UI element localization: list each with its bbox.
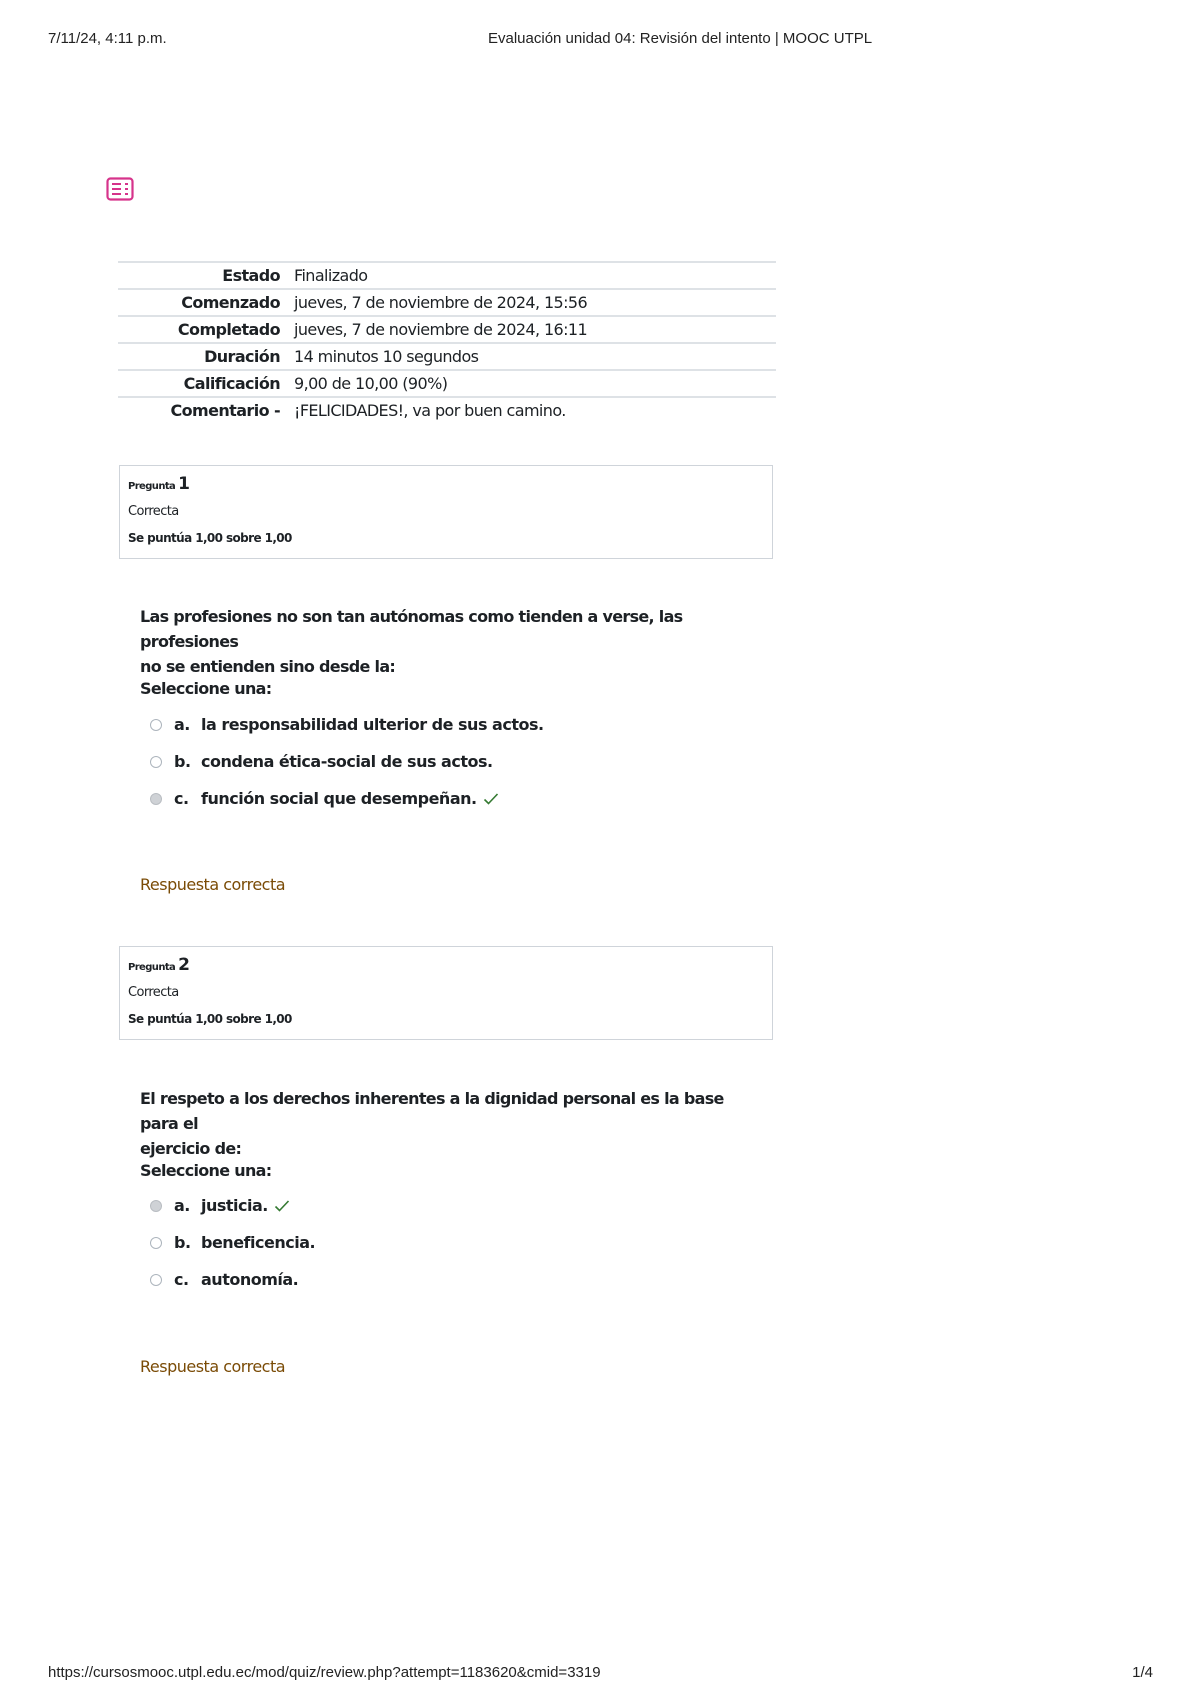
answer-text: función social que desempeñan.: [201, 789, 499, 810]
question-number-value: 1: [178, 474, 190, 494]
summary-value: 14 minutos 10 segundos: [294, 347, 479, 366]
summary-row-started: [118, 289, 776, 316]
question-1-answers: [150, 715, 710, 826]
question-1-prompt: Seleccione una:: [140, 679, 272, 698]
question-label: Pregunta: [128, 481, 176, 492]
print-page-title: Evaluación unidad 04: Revisión del intento | MOOC UTPL: [488, 30, 873, 47]
answer-option-a[interactable]: [150, 715, 710, 752]
summary-value: jueves, 7 de noviembre de 2024, 16:11: [294, 320, 588, 339]
answer-text: beneficencia.: [201, 1233, 316, 1252]
question-text-line: no se entienden sino desde la:: [140, 657, 396, 676]
question-2-info: [119, 946, 773, 1040]
answer-radio-selected[interactable]: [150, 1200, 162, 1212]
question-number: [128, 955, 189, 975]
summary-label: Duración: [204, 347, 280, 366]
answer-radio[interactable]: [150, 719, 162, 731]
answer-text: condena ética-social de sus actos.: [201, 752, 493, 771]
print-url: https://cursosmooc.utpl.edu.ec/mod/quiz/review.php?attempt=1183620&cmid=3319: [48, 1664, 601, 1681]
question-2-answers: [150, 1196, 710, 1307]
summary-row-completed: [118, 316, 776, 343]
summary-row-duration: [118, 343, 776, 370]
answer-letter: a.: [174, 715, 190, 734]
answer-letter: a.: [174, 1196, 190, 1215]
answer-option-c[interactable]: [150, 1270, 710, 1307]
summary-value: Finalizado: [294, 266, 368, 285]
summary-label: Calificación: [183, 374, 280, 393]
summary-row-state: [118, 262, 776, 289]
check-icon: [483, 791, 499, 810]
summary-value: ¡FELICIDADES!, va por buen camino.: [294, 401, 566, 420]
answer-option-b[interactable]: [150, 1233, 710, 1270]
answer-letter: b.: [174, 752, 191, 771]
summary-label: Estado: [222, 266, 280, 285]
answer-option-c[interactable]: [150, 789, 710, 826]
answer-radio[interactable]: [150, 1274, 162, 1286]
summary-value: 9,00 de 10,00 (90%): [294, 374, 448, 393]
question-number: [128, 474, 189, 494]
answer-letter: c.: [174, 1270, 189, 1289]
question-2-prompt: Seleccione una:: [140, 1161, 272, 1180]
summary-label: Completado: [177, 320, 280, 339]
question-1-feedback: Respuesta correcta: [140, 875, 286, 894]
answer-text: justicia.: [201, 1196, 290, 1217]
summary-row-grade: [118, 370, 776, 397]
question-state: Correcta: [128, 504, 179, 519]
answer-radio[interactable]: [150, 756, 162, 768]
print-datetime: 7/11/24, 4:11 p.m.: [48, 30, 167, 47]
question-1-info: [119, 465, 773, 559]
answer-radio[interactable]: [150, 1237, 162, 1249]
question-label: Pregunta: [128, 962, 176, 973]
question-text-line: Las profesiones no son tan autónomas como tienden a verse, las profesiones: [140, 607, 683, 651]
question-grade: Se puntúa 1,00 sobre 1,00: [128, 531, 292, 545]
question-state: Correcta: [128, 985, 179, 1000]
check-icon: [274, 1198, 290, 1217]
summary-label: Comenzado: [181, 293, 280, 312]
answer-option-b[interactable]: [150, 752, 710, 789]
question-grade: Se puntúa 1,00 sobre 1,00: [128, 1012, 292, 1026]
question-2-text: [140, 1086, 740, 1161]
quiz-navigation-icon[interactable]: [106, 177, 134, 201]
question-number-value: 2: [178, 955, 190, 975]
answer-letter: b.: [174, 1233, 191, 1252]
print-page-number: 1/4: [1132, 1664, 1153, 1681]
question-text-line: ejercicio de:: [140, 1139, 242, 1158]
summary-label: Comentario -: [170, 401, 280, 420]
attempt-summary-table: [118, 261, 776, 423]
answer-text: la responsabilidad ulterior de sus actos.: [201, 715, 544, 734]
summary-row-comment: [118, 397, 776, 423]
question-1-text: [140, 604, 740, 679]
answer-letter: c.: [174, 789, 189, 808]
answer-option-a[interactable]: [150, 1196, 710, 1233]
question-text-line: El respeto a los derechos inherentes a la dignidad personal es la base para el: [140, 1089, 724, 1133]
answer-radio-selected[interactable]: [150, 793, 162, 805]
summary-value: jueves, 7 de noviembre de 2024, 15:56: [294, 293, 588, 312]
answer-text: autonomía.: [201, 1270, 299, 1289]
question-2-feedback: Respuesta correcta: [140, 1357, 286, 1376]
